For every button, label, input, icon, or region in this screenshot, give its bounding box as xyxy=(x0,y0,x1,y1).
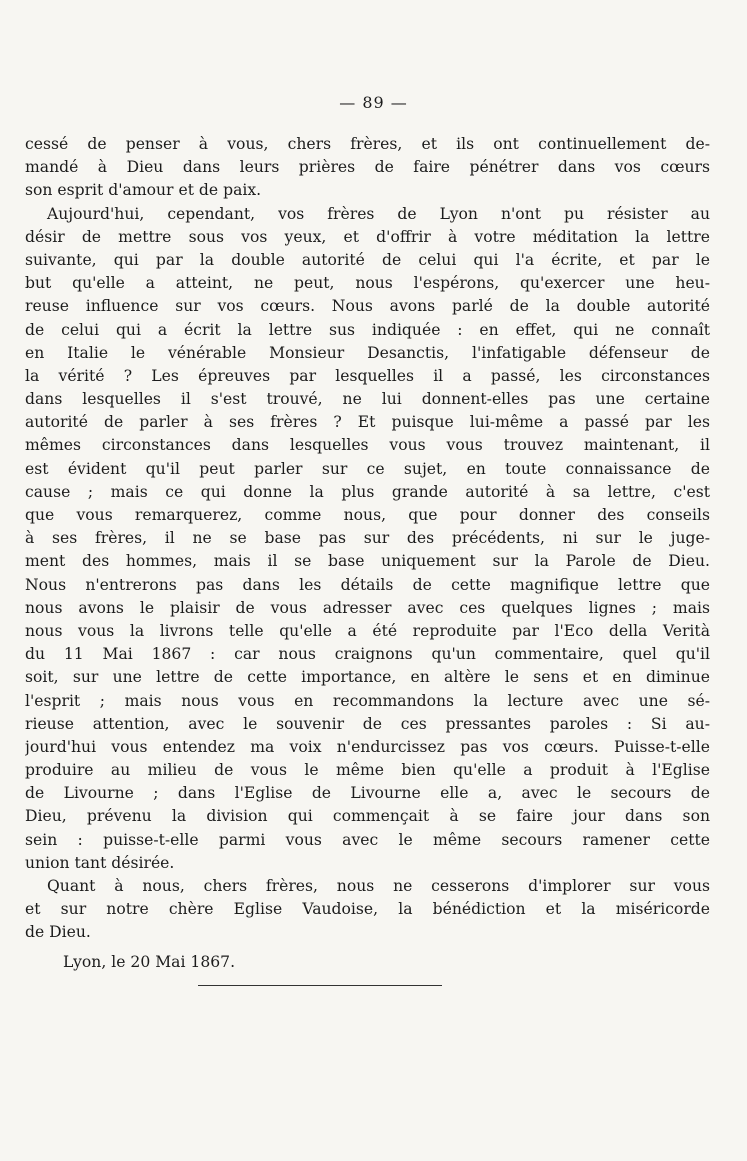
text-line: de Dieu. xyxy=(25,923,91,942)
text-line: l'esprit ; mais nous vous en recommandons la lecture avec une sé- xyxy=(25,691,710,710)
text-line: la vérité ? Les épreuves par lesquelles il a passé, les circonstances xyxy=(25,366,710,385)
text-line: dans lesquelles il s'est trouvé, ne lui donnent-elles pas une certaine xyxy=(25,390,710,409)
text-line: que vous remarquerez, comme nous, que pour donner des conseils xyxy=(25,506,710,525)
text-line: cessé de penser à vous, chers frères, et ils ont continuellement de- xyxy=(25,135,710,153)
text-line: cause ; mais ce qui donne la plus grande autorité à sa lettre, c'est xyxy=(25,482,710,501)
bottom-rule xyxy=(198,985,442,986)
signature-date: Lyon, le 20 Mai 1867. xyxy=(63,952,236,971)
text-line: Nous n'entrerons pas dans les détails de cette magnifique lettre que xyxy=(25,575,710,594)
text-line: Aujourd'hui, cependant, vos frères de Lyon n'ont pu résister au xyxy=(47,204,710,223)
text-line: mêmes circonstances dans lesquelles vous vous trouvez maintenant, il xyxy=(25,436,710,455)
body-text xyxy=(25,133,710,974)
text-line: sein : puisse-t-elle parmi vous avec le même secours ramener cette xyxy=(25,830,710,849)
text-line: son esprit d'amour et de paix. xyxy=(25,181,262,200)
text-line: jourd'hui vous entendez ma voix n'endurcissez pas vos cœurs. Puisse-t-elle xyxy=(25,737,710,756)
text-line: ment des hommes, mais il se base uniquement sur la Parole de Dieu. xyxy=(25,552,710,571)
text-line: reuse influence sur vos cœurs. Nous avons parlé de la double autorité xyxy=(25,297,710,316)
text-line: et sur notre chère Eglise Vaudoise, la bénédiction et la miséricorde xyxy=(25,900,710,919)
text-line: Quant à nous, chers frères, nous ne cesserons d'implorer sur vous xyxy=(47,877,710,896)
text-line: Dieu, prévenu la division qui commençait à se faire jour dans son xyxy=(25,807,710,826)
text-line: rieuse attention, avec le souvenir de ces pressantes paroles : Si au- xyxy=(25,714,710,733)
text-line: est évident qu'il peut parler sur ce sujet, en toute connaissance de xyxy=(25,459,710,478)
text-line: nous vous la livrons telle qu'elle a été reproduite par l'Eco della Verità xyxy=(25,621,710,640)
text-line: en Italie le vénérable Monsieur Desanctis, l'infatigable défenseur de xyxy=(25,343,710,362)
text-line: de celui qui a écrit la lettre sus indiquée : en effet, qui ne connaît xyxy=(25,320,710,339)
text-line: produire au milieu de vous le même bien qu'elle a produit à l'Eglise xyxy=(25,761,710,780)
text-line: nous avons le plaisir de vous adresser avec ces quelques lignes ; mais xyxy=(25,598,710,617)
text-line: but qu'elle a atteint, ne peut, nous l'espérons, qu'exercer une heu- xyxy=(25,274,710,293)
text-line: de Livourne ; dans l'Eglise de Livourne elle a, avec le secours de xyxy=(25,784,710,803)
text-line: union tant désirée. xyxy=(25,853,175,872)
page-number: — 89 — xyxy=(339,93,408,112)
text-line: désir de mettre sous vos yeux, et d'offrir à votre méditation la lettre xyxy=(25,227,710,246)
text-line: autorité de parler à ses frères ? Et puisque lui-même a passé par les xyxy=(25,413,710,432)
text-line: soit, sur une lettre de cette importance, en altère le sens et en diminue xyxy=(25,668,710,687)
text-line: du 11 Mai 1867 : car nous craignons qu'un commentaire, quel qu'il xyxy=(25,645,710,664)
text-line: suivante, qui par la double autorité de celui qui l'a écrite, et par le xyxy=(25,250,710,269)
text-line: mandé à Dieu dans leurs prières de faire pénétrer dans vos cœurs xyxy=(25,158,710,177)
text-line: à ses frères, il ne se base pas sur des précédents, ni sur le juge- xyxy=(25,529,710,548)
